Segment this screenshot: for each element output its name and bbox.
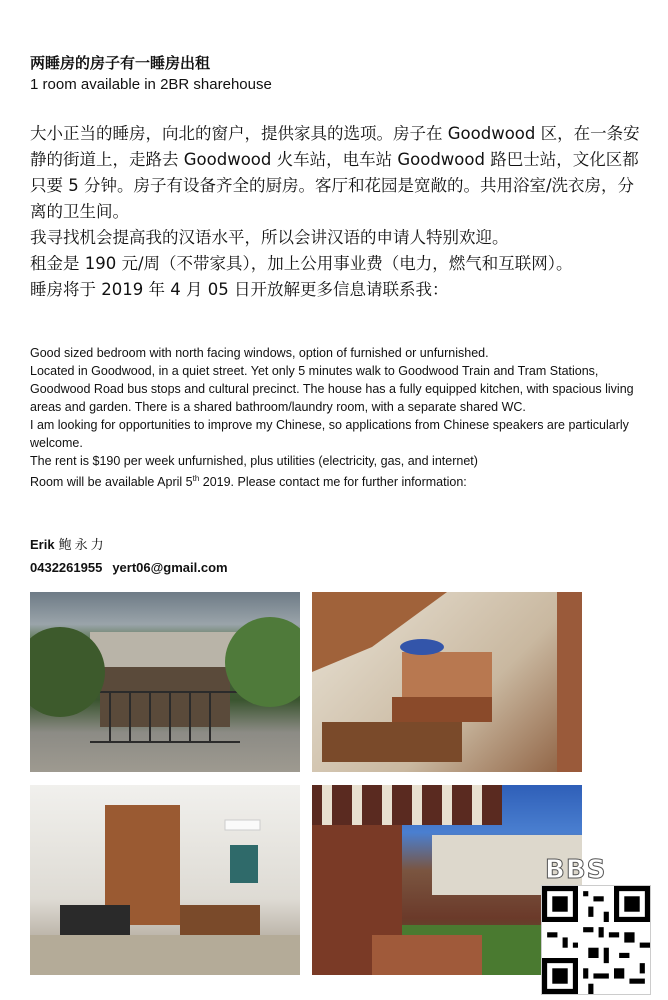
en-paragraph: Located in Goodwood, in a quiet street. Yet only 5 minutes walk to Goodwood Train and Tram Stations, Goodwood Road bus stops and cultural precinct. The house has a fully equipped kitchen, with spacious living areas and garden. There is a shared bathroom/laundry room, with a separate shared WC. [30,364,634,414]
listing-title-chinese: 两睡房的房子有一睡房出租 [30,54,211,72]
house-exterior-photo [30,592,300,772]
contact-details [30,557,228,579]
contact-block [30,534,228,579]
zh-paragraph: 租金是 190 元/周（不带家具），加上公用事业费（电力，燃气和互联网）。 [30,254,573,273]
zh-paragraph: 我寻找机会提高我的汉语水平，所以会讲汉语的申请人特别欢迎。 [30,228,509,247]
ordinal-suffix: th [192,474,200,483]
english-description [30,344,642,491]
contact-name: Erik 鲍永力 [30,537,107,553]
bedroom-photo [30,785,300,975]
en-paragraph: I am looking for opportunities to improve my Chinese, so applications from Chinese speakers are particularly welcome. [30,418,629,450]
availability-line: Room will be available April 5th 2019. Please contact me for further information: [30,474,467,490]
en-paragraph: Good sized bedroom with north facing windows, option of furnished or unfurnished. [30,346,489,360]
contact-name-chinese: 鲍永力 [58,538,107,553]
email-address[interactable]: yert06@gmail.com [112,560,228,575]
zh-paragraph: 大小正当的睡房，向北的窗户，提供家具的选项。房子在 Goodwood 区，在一条安静的街道上，走路去 Goodwood 火车站，电车站 Goodwood 路巴士站，文化区都只要 5 分钟。房子有设备齐全的厨房。客厅和花园是宽敞的。共用浴室/洗衣房，分离的卫生间。 [30,124,640,221]
en-paragraph: The rent is $190 per week unfurnished, plus utilities (electricity, gas, and internet) [30,454,478,468]
qr-code [541,885,651,995]
zh-paragraph: 睡房将于 2019 年 4 月 05 日开放解更多信息请联系我： [30,280,449,299]
watermark-logo: BBS [545,855,607,885]
chinese-description [30,121,642,303]
kitchen-dining-photo [312,592,582,772]
listing-title-english: 1 room available in 2BR sharehouse [30,76,272,93]
phone-number[interactable]: 0432261955 [30,560,103,575]
